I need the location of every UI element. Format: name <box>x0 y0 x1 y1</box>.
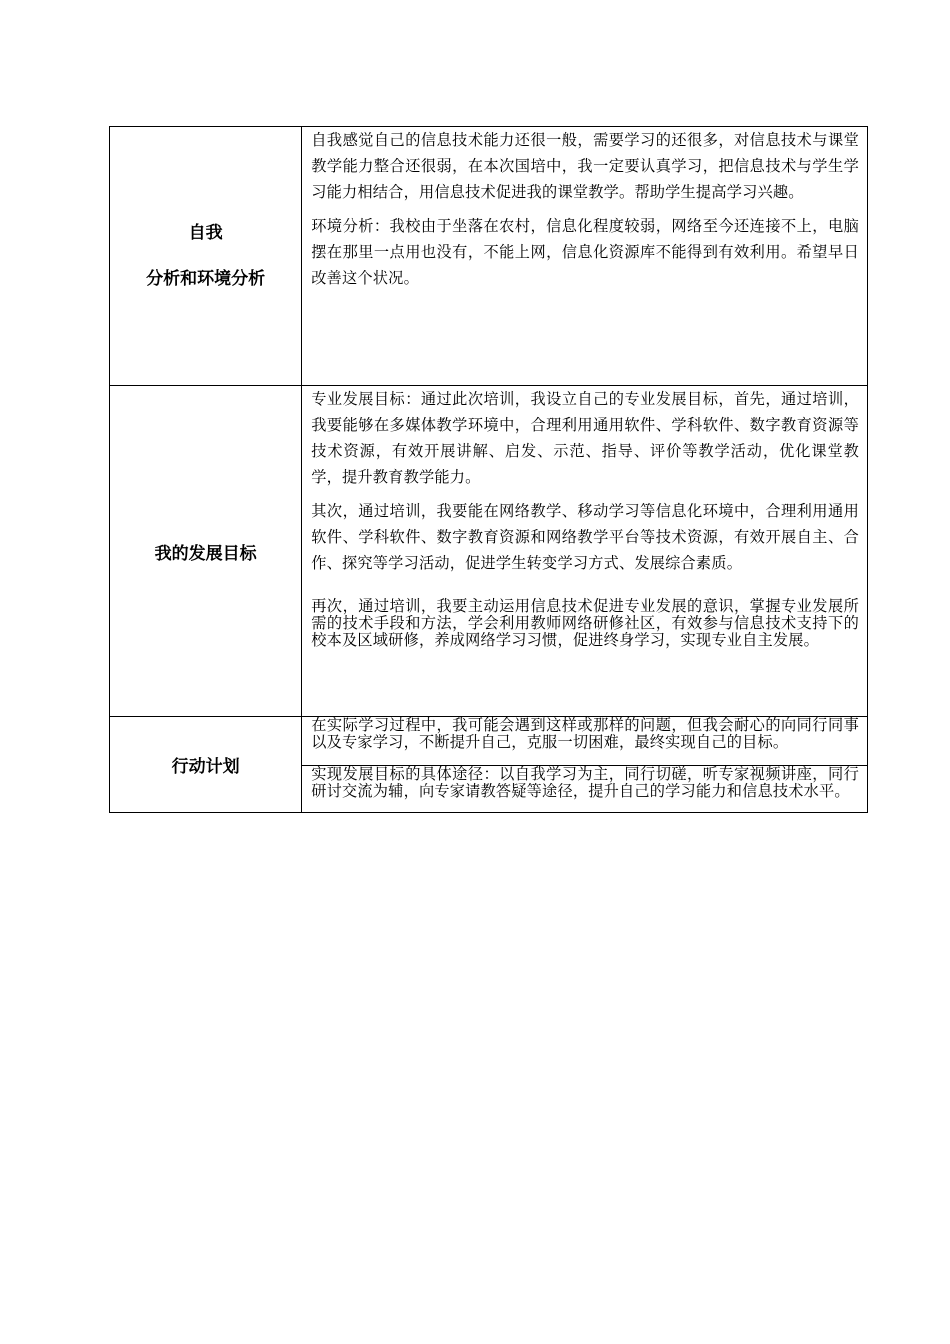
development-plan-table <box>109 126 868 813</box>
row-label-development-goals: 我的发展目标 <box>110 386 302 717</box>
row-label-line: 自我 <box>188 223 223 243</box>
row-label-line: 分析和环境分析 <box>146 269 266 289</box>
implementation-path-paragraph: 实现发展目标的具体途径：以自我学习为主，同行切磋，听专家视频讲座，同行研讨交流为辅，向专家请教答疑等途径，提升自己的学习能力和信息技术水平。 <box>311 765 859 800</box>
goal-paragraph-first: 专业发展目标：通过此次培训，我设立自己的专业发展目标，首先，通过培训，我要能够在多媒体教学环境中，合理利用通用软件、学科软件、数字教育资源等技术资源，有效开展讲解、启发、示范、指导、评价等教学活动，优化课堂教学，提升教育教学能力。 <box>311 390 859 486</box>
row-label-action-plan: 行动计划 <box>110 717 302 813</box>
environment-analysis-paragraph: 环境分析：我校由于坐落在农村，信息化程度较弱，网络至今还连接不上，电脑摆在那里一点用也没有，不能上网，信息化资源库不能得到有效利用。希望早日改善这个状况。 <box>311 217 859 287</box>
row-label-self-analysis <box>110 127 302 386</box>
implementation-path-block <box>302 766 867 812</box>
self-analysis-paragraph: 自我感觉自己的信息技术能力还很一般，需要学习的还很多，对信息技术与课堂教学能力整合还很弱，在本次国培中，我一定要认真学习，把信息技术与学生学习能力相结合，用信息技术促进我的课堂教学。帮助学生提高学习兴趣。 <box>311 131 859 201</box>
goal-paragraph-second: 其次，通过培训，我要能在网络教学、移动学习等信息化环境中，合理利用通用软件、学科软件、数字教育资源和网络教学平台等技术资源，有效开展自主、合作、探究等学习活动，促进学生转变学习方式、发展综合素质。 <box>311 502 859 572</box>
row-content-development-goals <box>302 386 868 717</box>
row-content-self-analysis <box>302 127 868 386</box>
action-plan-block <box>302 717 867 766</box>
table-row <box>110 717 868 813</box>
row-content-action-plan <box>302 717 868 813</box>
goal-paragraph-third: 再次，通过培训，我要主动运用信息技术促进专业发展的意识，掌握专业发展所需的技术手段和方法，学会利用教师网络研修社区，有效参与信息技术支持下的校本及区域研修，养成网络学习习惯，促进终身学习，实现专业自主发展。 <box>311 597 859 649</box>
table-row <box>110 386 868 717</box>
action-plan-paragraph: 在实际学习过程中，我可能会遇到这样或那样的问题，但我会耐心的向同行同事以及专家学习，不断提升自己，克服一切困难，最终实现自己的目标。 <box>311 716 859 751</box>
table-row <box>110 127 868 386</box>
